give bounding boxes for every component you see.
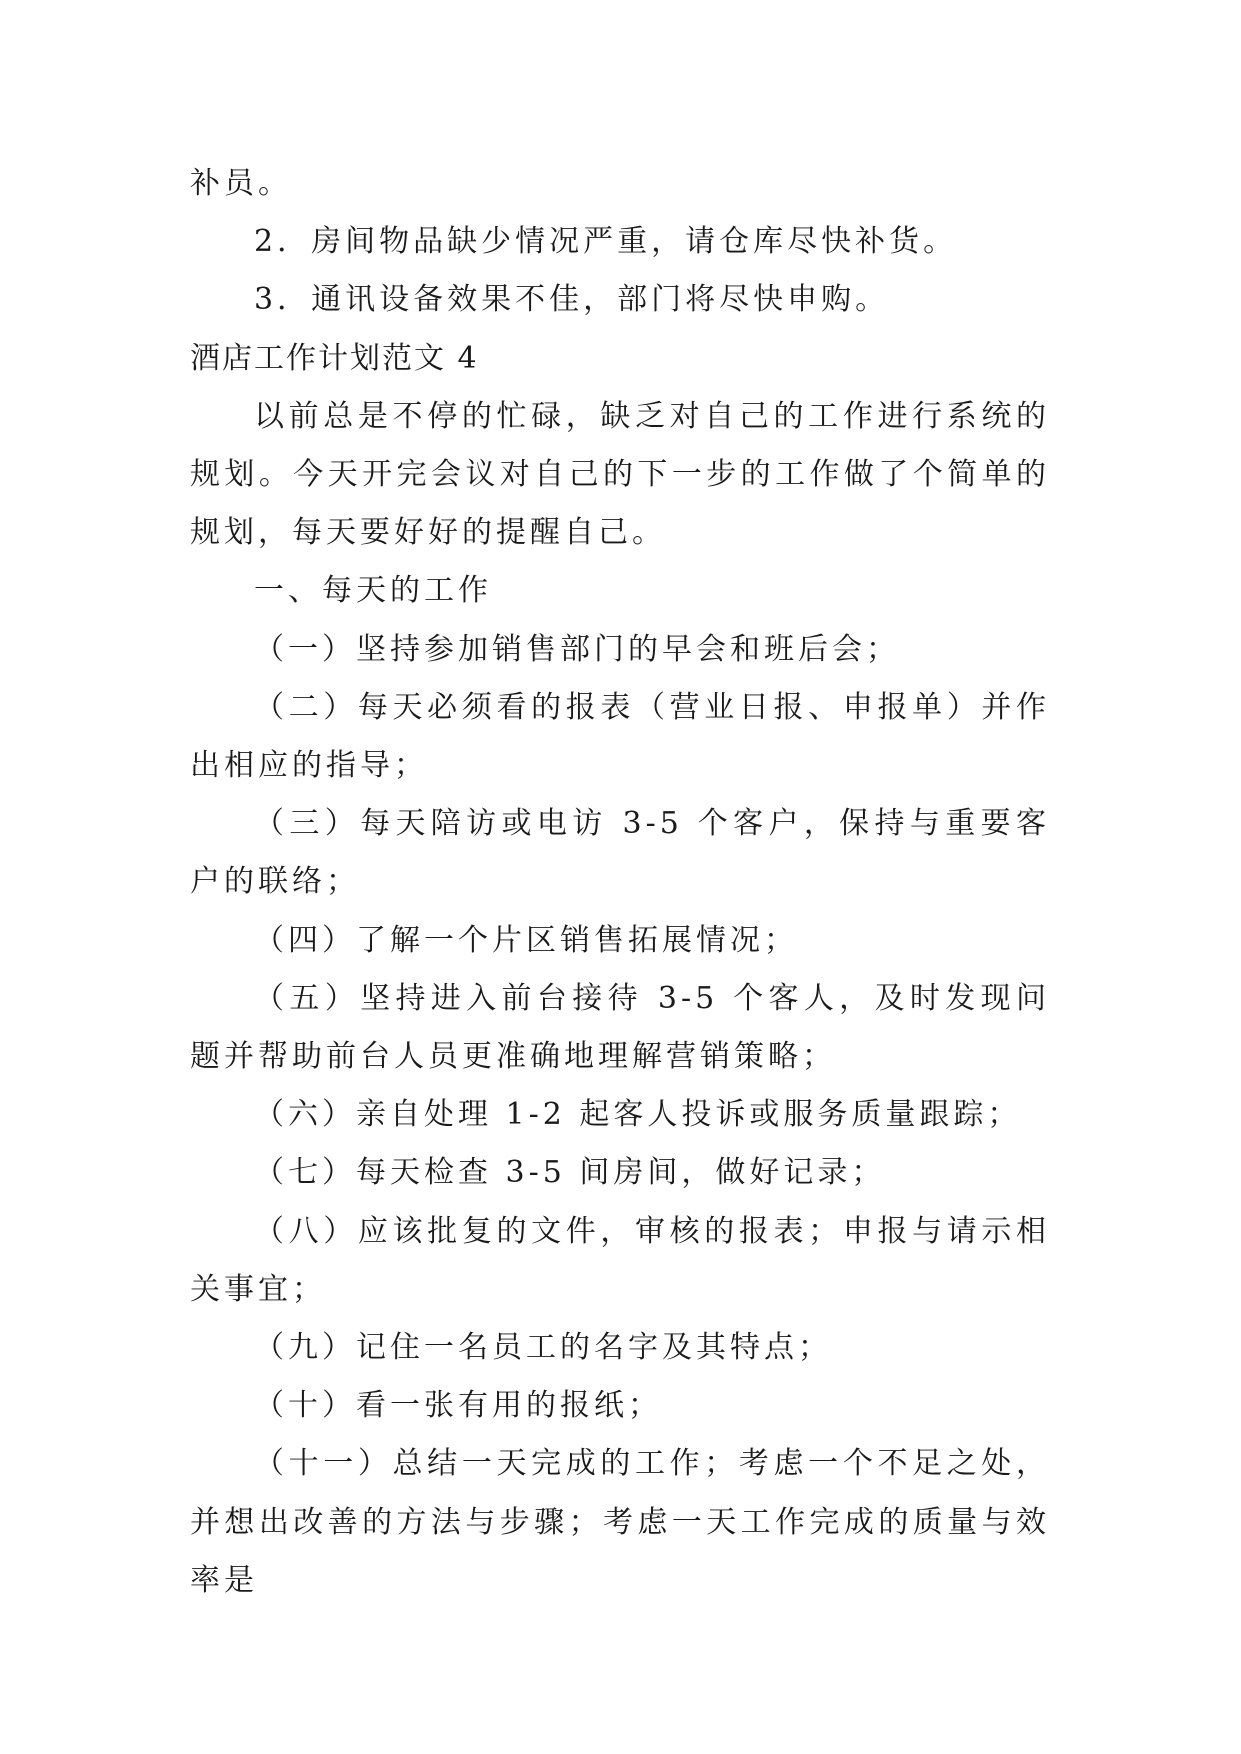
list-item: （一）坚持参加销售部门的早会和班后会； <box>254 631 900 667</box>
list-item: （六）亲自处理 1-2 起客人投诉或服务质量跟踪； <box>254 1097 1022 1133</box>
list-item: （八）应该批复的文件，审核的报表；申报与请示相关事宜； <box>190 1213 1050 1307</box>
list-item: （九）记住一名员工的名字及其特点； <box>254 1330 832 1366</box>
list-item: （二）每天必须看的报表（营业日报、申报单）并作出相应的指导； <box>190 689 1050 784</box>
list-item: （四）了解一个片区销售拓展情况； <box>254 922 798 958</box>
list-item: （三）每天陪访或电访 3-5 个客户，保持与重要客户的联络； <box>190 806 1050 900</box>
list-item: （十一）总结一天完成的工作；考虑一个不足之处，并想出改善的方法与步骤；考虑一天工作完成的质量与效率是 <box>190 1446 1050 1598</box>
paragraph-continuation: 补员。 <box>190 166 292 201</box>
subsection-heading: 一、每天的工作 <box>254 573 492 609</box>
section-heading: 酒店工作计划范文 4 <box>190 340 479 376</box>
list-item: （十）看一张有用的报纸； <box>254 1388 662 1424</box>
list-item: （五）坚持进入前台接待 3-5 个客人，及时发现问题并帮助前台人员更准确地理解营销策略； <box>190 980 1050 1075</box>
document-body <box>190 155 1050 1610</box>
list-item: （七）每天检查 3-5 间房间，做好记录； <box>254 1155 886 1191</box>
list-item: 3．通讯设备效果不佳，部门将尽快申购。 <box>254 282 890 318</box>
list-item: 2．房间物品缺少情况严重，请仓库尽快补货。 <box>254 224 958 260</box>
intro-paragraph: 以前总是不停的忙碌，缺乏对自己的工作进行系统的规划。今天开完会议对自己的下一步的工作做了个简单的规划，每天要好好的提醒自己。 <box>190 398 1050 551</box>
